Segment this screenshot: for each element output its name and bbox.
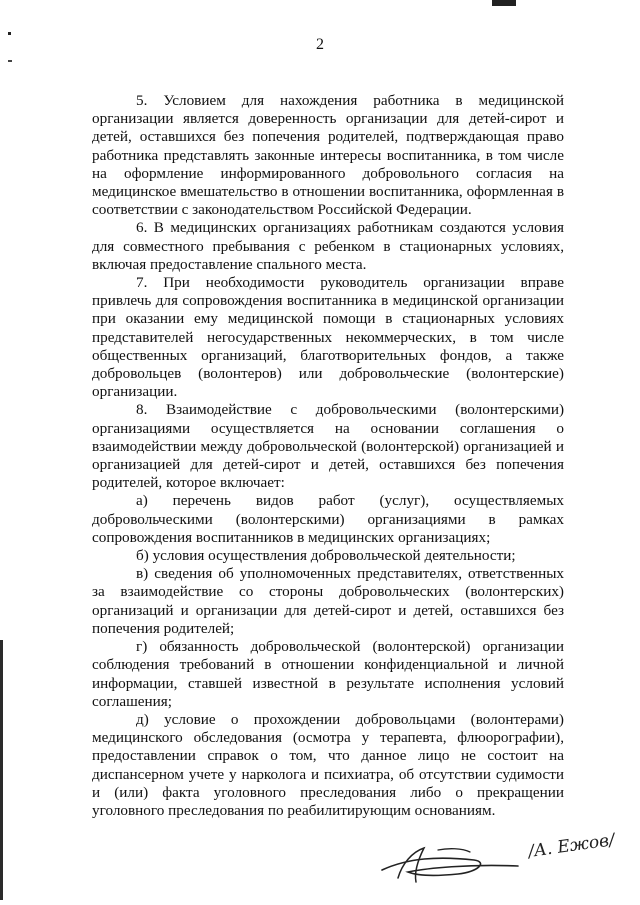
paragraph-8: 8. Взаимодействие с добровольческими (волонтерскими) организациями осуществляется на основании соглашения о взаимодействии между добровольческой (волонтерской) организацией и организацией для детей-сирот и детей, оставшихся без попечения родителей, которое включает: (92, 401, 564, 492)
scan-artifact (492, 0, 516, 6)
scan-edge-artifact (0, 640, 3, 900)
page-number: 2 (316, 36, 324, 53)
document-body (92, 92, 564, 820)
list-item-g: г) обязанность добровольческой (волонтерской) организации соблюдения требований в отношении конфиденциальной и личной информации, ставшей известной в результате исполнения условий соглашения; (92, 638, 564, 710)
list-item-b: б) условия осуществления добровольческой деятельности; (136, 547, 516, 565)
list-item-d: д) условие о прохождении добровольцами (волонтерами) медицинского обследования (осмотра у терапевта, флюорографии), предоставлении справок о том, что данное лицо не состоит на диспансерном учете у нарколога и психиатра, об отсутствии судимости и (или) факта уголовного преследования либо о прекращении уголовного преследования по реабилитирующим основаниям. (92, 710, 564, 819)
signature-name: /А. Ежов/ (527, 830, 616, 862)
scan-artifact (8, 60, 12, 62)
list-item-a: а) перечень видов работ (услуг), осуществляемых добровольческими (волонтерскими) организациями в рамках сопровождения воспитанников в медицинских организациях; (92, 492, 564, 546)
handwritten-signature (378, 838, 528, 888)
list-item-v: в) сведения об уполномоченных представителях, ответственных за взаимодействие со стороны добровольческих (волонтерских) организаций и организации для детей-сирот и детей, оставшихся без попечения родителей; (92, 565, 564, 637)
scan-artifact (8, 32, 11, 35)
paragraph-6: 6. В медицинских организациях работникам создаются условия для совместного пребывания с ребенком в стационарных условиях, включая предоставление спального места. (92, 219, 564, 273)
paragraph-7: 7. При необходимости руководитель организации вправе привлечь для сопровождения воспитанника в медицинской организации при оказании ему медицинской помощи в стационарных условиях представителей негосударственных некоммерческих, в том числе общественных организаций, благотворительных фондов, а также добровольцев (волонтеров) или добровольческие (волонтерские) организации. (92, 274, 564, 401)
paragraph-5: 5. Условием для нахождения работника в медицинской организации является доверенность организации для детей-сирот и детей, оставшихся без попечения родителей, подтверждающая право работника представлять законные интересы воспитанника, в том числе на оформление информированного добровольного согласия на медицинское вмешательство в отношении воспитанника, оформленная в соответствии с законодательством Российской Федерации. (92, 92, 564, 219)
